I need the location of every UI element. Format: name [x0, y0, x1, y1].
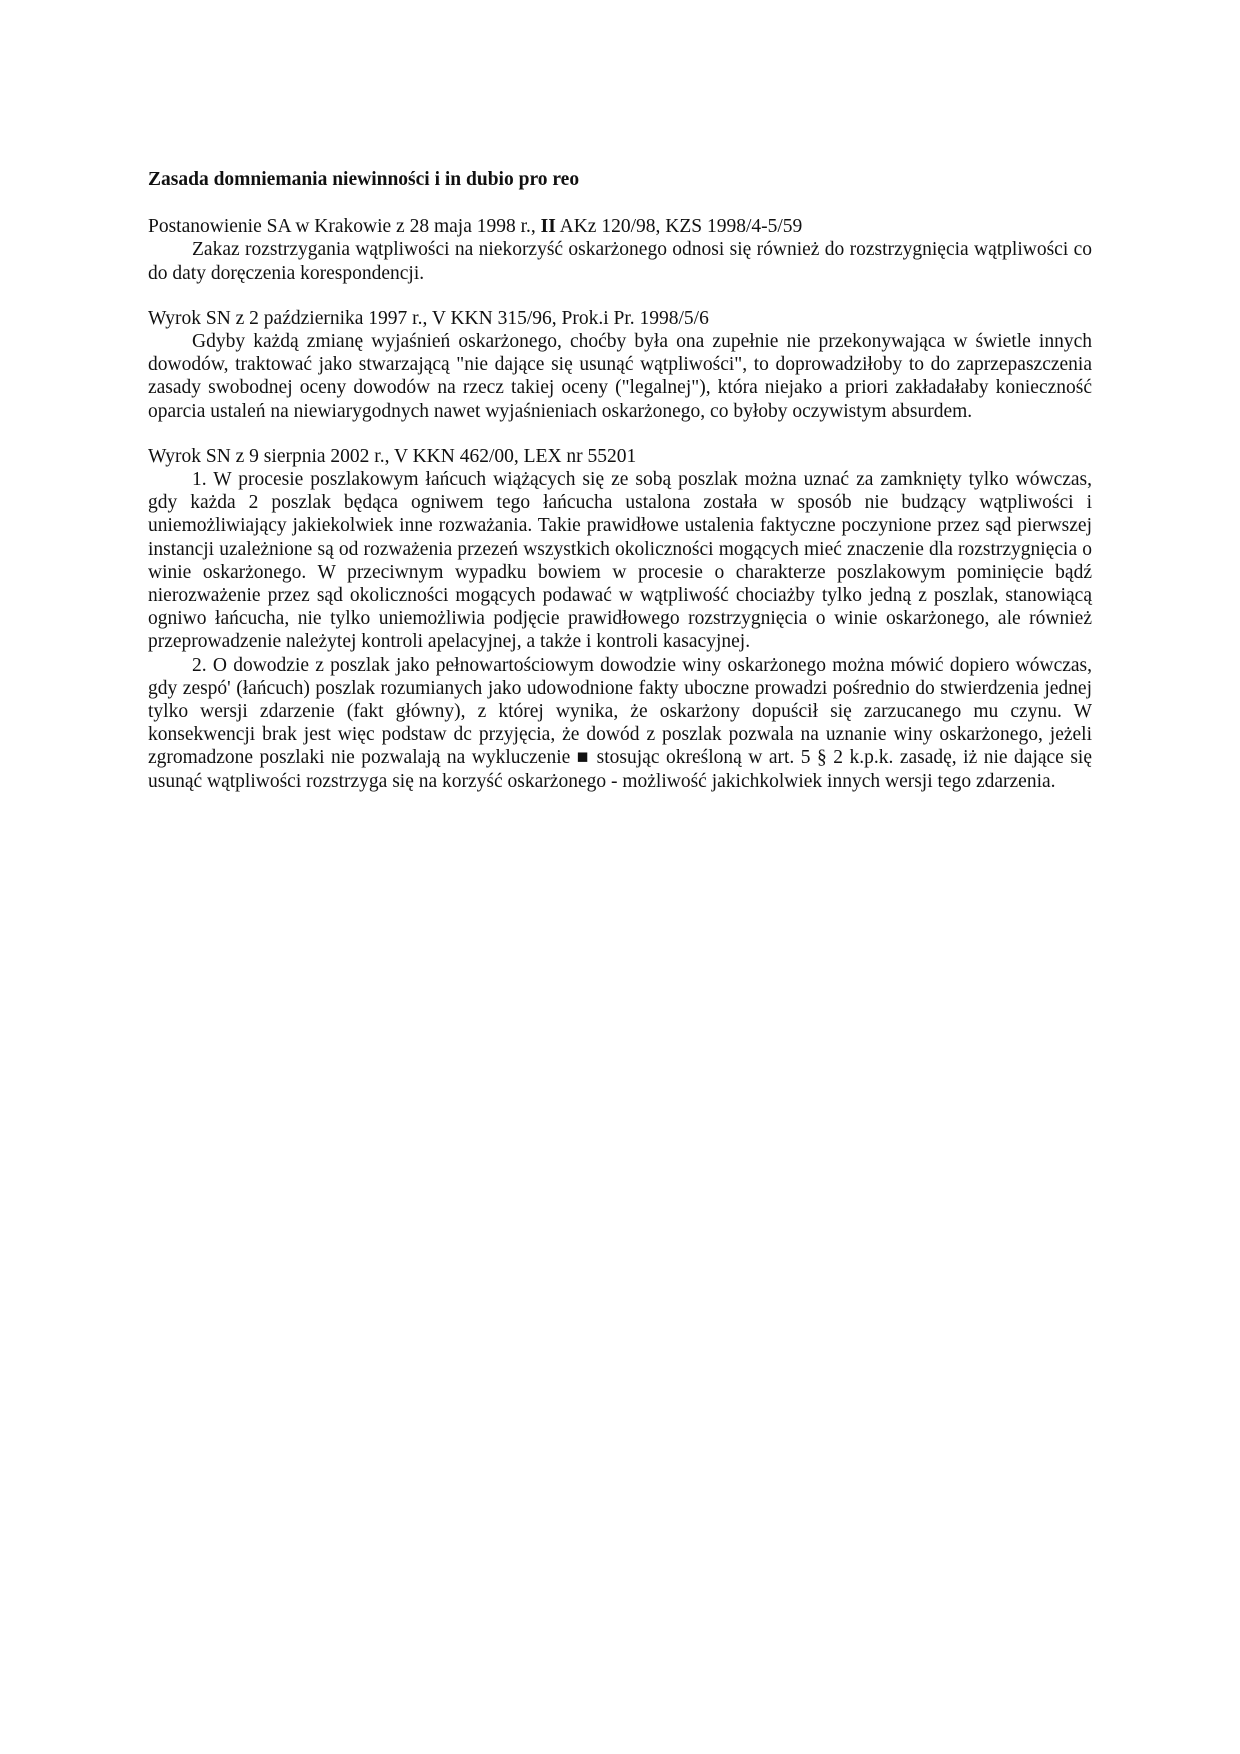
document-title: Zasada domniemania niewinności i in dubio pro reo [148, 169, 580, 190]
ruling-paragraph: 2. O dowodzie z poszlak jako pełnowartościowym dowodzie winy oskarżonego można mówić dopiero wówczas, gdy zespó' (łańcuch) poszlak rozumianych jako udowodnione fakty uboczne prowadzi pośrednio do stwierdzenia jednej tylko wersji zdarzenie (fakt główny), z której wynika, że oskarżony dopuścił się zarzucanego mu czynu. W konsekwencji brak jest więc podstaw dc przyjęcia, że dowód z poszlak pozwala na uznanie winy oskarżonego, jeżeli zgromadzone poszlaki nie pozwalają na wykluczenie ■ stosując określoną w art. 5 § 2 k.p.k. zasadę, iż nie dające się usunąć wątpliwości rozstrzyga się na korzyść oskarżonego - możliwość jakichkolwiek innych wersji tego zdarzenia. [148, 654, 1092, 792]
ruling-paragraph: 1. W procesie poszlakowym łańcuch wiążących się ze sobą poszlak można uznać za zamknięty tylko wówczas, gdy każda 2 poszlak będąca ogniwem tego łańcucha ustalona została w sposób nie budzący wątpliwości i uniemożliwiający jakiekolwiek inne rozważania. Takie prawidłowe ustalenia faktyczne poczynione przez sąd pierwszej instancji uzależnione są od rozważenia przezeń wszystkich okoliczności mogących mieć znaczenie dla rozstrzygnięcia o winie oskarżonego. W przeciwnym wypadku bowiem w procesie o charakterze poszlakowym pominięcie bądź nierozważenie przez sąd okoliczności mogących podawać w wątpliwość chociażby tylko jedną z poszlak, stanowiącą ogniwo łańcucha, nie tylko uniemożliwia podjęcie prawidłowego rozstrzygnięcia o winie oskarżonego, ale również przeprowadzenie należytej kontroli apelacyjnej, a także i kontroli kasacyjnej. [148, 469, 1092, 653]
ruling-paragraph: Zakaz rozstrzygania wątpliwości na niekorzyść oskarżonego odnosi się również do rozstrzygnięcia wątpliwości co do daty doręczenia korespondencji. [148, 239, 1092, 284]
citation-text: Postanowienie SA w Krakowie z 28 maja 1998 r., [148, 216, 541, 238]
ruling-paragraph: Gdyby każdą zmianę wyjaśnień oskarżonego, choćby była ona zupełnie nie przekonywająca w świetle innych dowodów, traktować jako stwarzającą "nie dające się usunąć wątpliwości", to doprowadziłoby to do zaprzepaszczenia zasady swobodnej oceny dowodów na rzecz takiej oceny ("legalnej"), która niejako a priori zakładałaby konieczność oparcia ustaleń na niewiarygodnych nawet wyjaśnieniach oskarżonego, co byłoby oczywistym absurdem. [148, 331, 1092, 422]
document-page [148, 168, 1092, 815]
citation-bold-text: II [540, 216, 556, 238]
ruling-citation: Wyrok SN z 2 października 1997 r., V KKN 315/96, Prok.i Pr. 1998/5/6 [148, 307, 709, 329]
ruling-citation [148, 215, 1092, 238]
citation-text: AKz 120/98, KZS 1998/4-5/59 [555, 216, 803, 238]
ruling-section-3 [148, 445, 1092, 793]
ruling-section-1 [148, 215, 1092, 285]
ruling-section-2 [148, 307, 1092, 423]
ruling-citation: Wyrok SN z 9 sierpnia 2002 r., V KKN 462/00, LEX nr 55201 [148, 445, 637, 467]
